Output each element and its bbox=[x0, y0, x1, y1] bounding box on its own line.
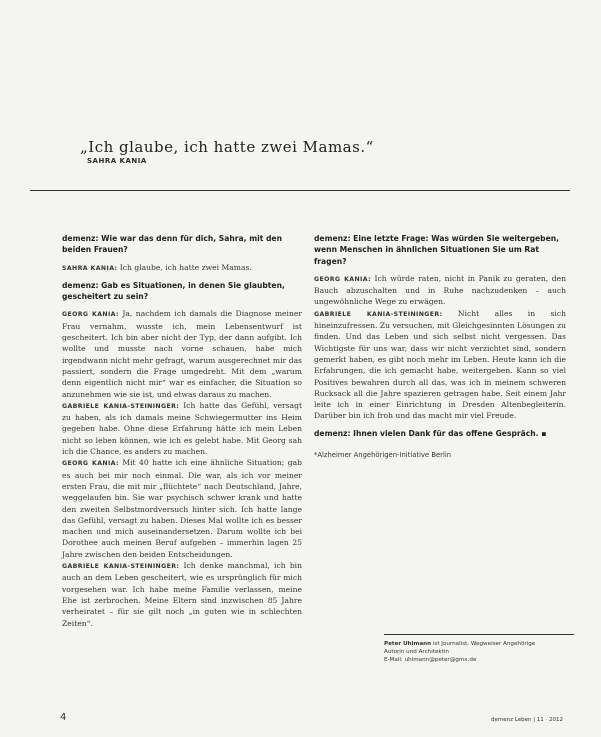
interview-answer bbox=[62, 262, 302, 274]
interview-answer bbox=[62, 560, 302, 629]
interview-answer bbox=[314, 273, 566, 308]
interview-question: demenz: Ihnen vielen Dank für das offene Gespräch. ▪ bbox=[314, 428, 547, 438]
author-credit bbox=[384, 634, 574, 664]
author-role-2: Autorin und Architektin bbox=[384, 649, 449, 655]
author-name: Peter Uhlmann bbox=[384, 641, 432, 647]
speaker-name: GABRIELE KANIA-STEININGER: bbox=[62, 563, 180, 571]
interview-answer bbox=[62, 457, 302, 560]
speaker-name: GABRIELE KANIA-STEININGER: bbox=[62, 402, 180, 410]
page-number: 4 bbox=[60, 712, 67, 723]
answer-text: Ich glaube, ich hatte zwei Mamas. bbox=[117, 262, 252, 272]
speaker-name: GABRIELE KANIA-STEININGER: bbox=[314, 310, 443, 318]
answer-text: Nicht alles in sich hineinzufressen. Zu versuchen, mit Gleichgesinnten Lösungen zu finden. Und das Leben und sich selbst nicht vergessen. Das Wichtigste für uns war, dass wir nicht verzichtet sind, sondern gemerkt haben, es gibt noch mehr im Leben. Heute kann ich die Erfahrungen, die ich gemacht habe, weitergeben. Kann so viel Positives bewahren durch all das, was ich in meinem schweren Rucksack all die Jahre spazieren getragen habe. Seit einem Jahr leite ich in einer Einrichtung in Dresden Altenbegleiterin. Darüber bin ich froh und das macht mir viel Freude. bbox=[314, 308, 566, 421]
answer-text: Ich würde raten, nicht in Panik zu geraten, den Bauch abzuschalten und in Ruhe nachzudenken – auch ungewöhnliche Wege zu erwägen. bbox=[314, 273, 566, 307]
footnote: *Alzheimer Angehörigen-Initiative Berlin bbox=[314, 451, 452, 460]
pull-quote: „Ich glaube, ich hatte zwei Mamas.“ bbox=[80, 138, 374, 156]
left-column bbox=[62, 233, 302, 629]
interview-question: demenz: Eine letzte Frage: Was würden Sie weitergeben, wenn Menschen in ähnlichen Situationen Sie um Rat fragen? bbox=[314, 234, 560, 266]
author-email: E-Mail: uhlmann@peter@gmx.de bbox=[384, 657, 477, 663]
speaker-name: GEORG KANIA: bbox=[62, 460, 119, 468]
author-role: ist Journalist, Wegweiser Angehörige bbox=[431, 641, 536, 647]
pull-quote-attribution: SAHRA KANIA bbox=[87, 157, 147, 165]
interview-answer bbox=[62, 308, 302, 399]
section-divider bbox=[30, 190, 570, 191]
answer-text: Ich denke manchmal, ich bin auch an dem Leben gescheitert, wie es ursprünglich für mich vorgesehen war. Ich habe meine Familie verlassen, meine Ehe ist zerbrochen. Meine Eltern sind inzwischen 85 Jahre verheiratet – für sie gilt noch „in guten wie in schlechten Zeiten“. bbox=[62, 561, 303, 628]
interview-answer bbox=[314, 308, 566, 422]
magazine-footer: demenz Leben | 11 · 2012 bbox=[491, 717, 564, 723]
speaker-name: SAHRA KANIA: bbox=[62, 264, 118, 272]
interview-question: demenz: Gab es Situationen, in denen Sie glaubten, gescheitert zu sein? bbox=[62, 280, 285, 302]
speaker-name: GEORG KANIA: bbox=[314, 275, 371, 283]
answer-text: Mit 40 hatte ich eine ähnliche Situation; gab es auch bei mir noch einmal. Die war, als ich vor meiner ersten Frau, die mit mir „flüchtete“ nach Deutschland, Jahre, weggelaufen bin. Sie war psychisch schwer krank und hatte den zweiten Selbstmordversuch hinter sich. Ich hatte lange das Gefühl, versagt zu haben. Dieses Mal wollte ich es besser machen und mich auseinandersetzen. Darum wollte ich bei Dorothee auch meinen Beruf aufgeben – immerhin lagen 25 Jahre zwischen den beiden Entscheidungen. bbox=[62, 458, 302, 559]
speaker-name: GEORG KANIA: bbox=[62, 311, 119, 319]
interview-question: demenz: Wie war das denn für dich, Sahra, mit den beiden Frauen? bbox=[62, 234, 282, 255]
answer-text: Ja, nachdem ich damals die Diagnose meiner Frau vernahm, wusste ich, mein Lebensentwurf ist gescheitert. Ich bin aber nicht der Typ, der dann aufgibt. Ich wollte und musste nach vorne schauen, habe mich irgendwann nicht mehr gefragt, warum ausgerechnet mir das passiert, sondern die Frage umgedreht. Mit dem „warum denn eigentlich nicht mir“ war es einfacher, die Situation so anzunehmen wie sie ist, und etwas daraus zu machen. bbox=[62, 309, 302, 399]
right-column bbox=[314, 233, 566, 461]
answer-text: Ich hatte das Gefühl, versagt zu haben, als ich damals meine Schwiegermutter ins Heim gegeben habe. Ohne diese Erfahrung hätte ich mein Leben nicht so leben können, wie ich es gelebt habe. Mit Georg sah ich die Chance, es anders zu machen. bbox=[62, 400, 302, 457]
interview-answer bbox=[62, 400, 302, 457]
